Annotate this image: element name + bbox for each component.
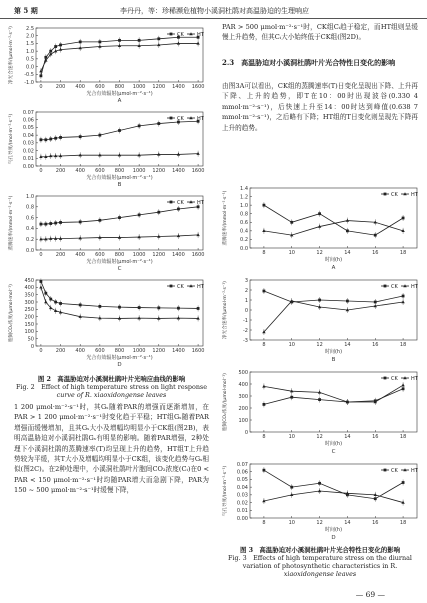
y-tick-label: 0.0	[26, 247, 34, 254]
x-tick-label: 8	[262, 250, 266, 256]
fig2-caption	[14, 375, 209, 399]
data-point-ck	[290, 486, 293, 489]
data-point-ck	[54, 222, 57, 225]
fig2-caption-en2: curve of R. xiaoxidongense leaves	[56, 391, 167, 399]
legend-marker-ck	[384, 469, 387, 472]
legend-label-ht: HT	[411, 375, 418, 382]
x-tick-label: 400	[75, 84, 85, 90]
x-tick-label: 200	[55, 348, 66, 354]
legend-marker-ck	[384, 377, 387, 380]
y-tick-label: -0.5	[24, 72, 34, 79]
y-axis-label: 净光合速率/(μmol·m⁻²·s⁻¹)	[9, 26, 14, 84]
fig3-caption-en2: variation of photosynthetic characteristics in R.	[242, 562, 398, 570]
series-line-ht	[264, 385, 403, 402]
x-tick-label: 1000	[132, 252, 146, 258]
data-point-ck	[44, 223, 47, 226]
y-tick-label: 0.00	[22, 163, 34, 170]
data-point-ck	[118, 129, 121, 132]
data-point-ck	[59, 302, 62, 305]
y-tick-label: 200	[24, 314, 34, 321]
x-tick-label: 18	[399, 434, 407, 440]
y-tick-label: 0	[244, 307, 248, 314]
x-tick-label: 600	[95, 168, 105, 174]
data-point-ck	[374, 301, 377, 304]
data-point-ck	[59, 221, 62, 224]
issue-label: 第 5 期	[14, 6, 38, 15]
legend-label-ht: HT	[197, 31, 204, 38]
y-tick-label: 350	[24, 292, 34, 299]
series-line-ck	[264, 205, 403, 235]
data-point-ht	[39, 286, 42, 289]
data-point-ck	[263, 403, 266, 406]
x-axis-label: 光合有效辐射(μmol·m⁻²·s⁻¹)	[86, 91, 153, 97]
y-tick-label: 500	[238, 369, 248, 376]
data-point-ck	[44, 292, 47, 295]
x-tick-label: 400	[75, 168, 85, 174]
y-axis-label: 净光合速率/(μmol·m⁻²·s⁻¹)	[223, 281, 228, 339]
y-tick-label: 0.04	[236, 484, 248, 491]
x-tick-label: 1600	[191, 168, 205, 174]
x-tick-label: 200	[55, 84, 66, 90]
data-point-ck	[157, 306, 160, 309]
data-point-ck	[98, 305, 101, 308]
data-point-ck	[98, 40, 101, 43]
x-axis-label: 时间(h)	[324, 527, 343, 533]
running-header	[0, 0, 427, 19]
y-tick-label: 1.0	[26, 48, 34, 55]
x-tick-label: 1600	[191, 348, 205, 354]
fig2-chart-b	[6, 106, 211, 188]
fig2-chart-d	[6, 274, 211, 368]
x-tick-label: 800	[114, 252, 125, 258]
fig2-caption-en1: Fig. 2 Effect of high temperature stress on light response	[16, 383, 207, 391]
legend-label-ck: CK	[177, 199, 184, 206]
legend-marker-ck	[384, 285, 387, 288]
data-point-ck	[138, 39, 141, 42]
data-point-ck	[318, 398, 321, 401]
y-tick-label: 0.06	[22, 117, 34, 124]
data-point-ck	[138, 306, 141, 309]
panel-letter: D	[331, 535, 336, 541]
page-number: — 69 —	[355, 590, 385, 599]
x-tick-label: 1200	[152, 252, 166, 258]
x-tick-label: 1600	[191, 84, 205, 90]
legend-marker-ck	[170, 201, 173, 204]
x-tick-label: 600	[95, 252, 105, 258]
data-point-ck	[54, 45, 57, 48]
panel-letter: D	[117, 362, 122, 368]
data-point-ck	[59, 44, 62, 47]
data-point-ck	[290, 396, 293, 399]
y-tick-label: 0.07	[22, 109, 34, 116]
data-point-ck	[98, 219, 101, 222]
legend-label-ck: CK	[391, 375, 398, 382]
x-tick-label: 800	[114, 348, 125, 354]
x-tick-label: 1200	[152, 168, 166, 174]
legend-label-ht: HT	[411, 467, 418, 474]
data-point-ck	[263, 290, 266, 293]
x-tick-label: 1600	[191, 252, 205, 258]
data-point-ck	[118, 306, 121, 309]
x-tick-label: 14	[344, 342, 351, 348]
series-line-ck	[264, 467, 403, 499]
series-line-ck	[264, 291, 403, 302]
x-tick-label: 800	[114, 84, 125, 90]
data-point-ck	[177, 208, 180, 211]
data-point-ck	[157, 37, 160, 40]
x-tick-label: 16	[372, 520, 379, 526]
y-tick-label: -1	[243, 317, 248, 324]
data-point-ck	[118, 39, 121, 42]
data-point-ck	[138, 214, 141, 217]
y-tick-label: 0	[30, 343, 34, 350]
x-tick-label: 16	[372, 342, 379, 348]
panel-letter: A	[331, 265, 336, 271]
x-tick-label: 8	[262, 434, 266, 440]
data-point-ck	[290, 221, 293, 224]
x-tick-label: 18	[399, 342, 407, 348]
y-tick-label: 1.0	[26, 193, 34, 200]
y-tick-label: 50	[27, 336, 34, 343]
y-tick-label: 400	[24, 285, 34, 292]
data-point-ck	[79, 221, 82, 224]
data-point-ck	[79, 40, 82, 43]
x-tick-label: 12	[316, 520, 323, 526]
data-point-ck	[79, 135, 82, 138]
x-tick-label: 14	[344, 434, 351, 440]
y-tick-label: 3	[244, 277, 248, 284]
fig2-chart-c	[6, 190, 211, 272]
x-tick-label: 800	[114, 168, 125, 174]
data-point-ht	[262, 385, 265, 388]
y-tick-label: 0.04	[22, 132, 34, 139]
data-point-ck	[98, 134, 101, 137]
y-tick-label: 250	[24, 307, 34, 314]
data-point-ht	[262, 229, 265, 232]
legend-marker-ck	[170, 285, 173, 288]
x-axis-label: 时间(h)	[324, 441, 343, 447]
panel-letter: B	[117, 182, 122, 188]
x-tick-label: 10	[288, 434, 295, 440]
y-tick-label: 300	[24, 299, 34, 306]
series-line-ck	[264, 389, 403, 405]
data-point-ck	[402, 481, 405, 484]
legend-label-ck: CK	[391, 467, 398, 474]
x-tick-label: 600	[95, 84, 105, 90]
data-point-ht	[401, 300, 404, 303]
x-tick-label: 1200	[152, 84, 166, 90]
x-tick-label: 200	[55, 168, 66, 174]
x-tick-label: 1000	[132, 84, 146, 90]
y-tick-label: 0.2	[26, 237, 34, 243]
y-tick-label: 0.8	[240, 211, 248, 218]
data-point-ck	[40, 280, 43, 283]
y-tick-label: -2	[243, 327, 248, 334]
x-tick-label: 1400	[172, 168, 185, 174]
panel-letter: B	[331, 357, 336, 363]
x-tick-label: 0	[39, 168, 43, 174]
y-axis-label: 蒸腾速率/(mmol·m⁻²·s⁻¹)	[223, 190, 228, 246]
x-axis-label: 光合有效辐射(μmol·m⁻²·s⁻¹)	[86, 175, 153, 181]
y-tick-label: 150	[24, 321, 34, 328]
y-tick-label: -3	[243, 337, 248, 344]
y-tick-label: 0.07	[236, 461, 248, 468]
fig2-chart-a	[6, 22, 211, 104]
x-axis-label: 时间(h)	[324, 349, 343, 355]
data-point-ck	[79, 304, 82, 307]
legend-label-ht: HT	[197, 283, 204, 290]
data-point-ck	[59, 136, 62, 139]
y-axis-label: 胞间CO₂浓度/(μmol·mol⁻¹)	[9, 284, 14, 342]
data-point-ck	[346, 229, 349, 232]
y-tick-label: 0.8	[26, 204, 34, 211]
legend-label-ht: HT	[411, 283, 418, 290]
x-tick-label: 8	[262, 520, 266, 526]
legend-label-ht: HT	[197, 115, 204, 122]
x-tick-label: 1200	[152, 348, 166, 354]
x-tick-label: 0	[39, 252, 43, 258]
x-tick-label: 600	[95, 348, 105, 354]
data-point-ck	[197, 307, 200, 310]
fig3-chart-d	[220, 458, 425, 542]
y-tick-label: 0.05	[236, 477, 248, 484]
legend-label-ck: CK	[177, 31, 184, 38]
y-tick-label: 0.01	[22, 156, 34, 163]
x-tick-label: 18	[399, 520, 407, 526]
fig3-caption-en1: Fig. 3 Effects of high temperature stress on the diurnal	[228, 554, 412, 562]
y-tick-label: 2.5	[26, 25, 34, 32]
panel-letter: A	[117, 98, 122, 104]
data-point-ck	[118, 216, 121, 219]
fig3-caption	[222, 546, 418, 578]
x-tick-label: 1000	[132, 348, 146, 354]
legend-marker-ck	[384, 193, 387, 196]
legend-label-ck: CK	[391, 283, 398, 290]
legend-marker-ck	[170, 33, 173, 36]
x-tick-label: 400	[75, 348, 85, 354]
data-point-ck	[263, 204, 266, 207]
data-point-ck	[138, 124, 141, 127]
x-tick-label: 10	[288, 520, 295, 526]
data-point-ck	[40, 138, 43, 141]
data-point-ck	[49, 298, 52, 301]
x-tick-label: 18	[399, 250, 407, 256]
x-axis-label: 光合有效辐射(μmol·m⁻²·s⁻¹)	[86, 355, 153, 361]
y-axis-label: 气孔导度/(mol·m⁻²·s⁻¹)	[223, 465, 228, 517]
data-point-ck	[49, 222, 52, 225]
y-tick-label: 0.2	[240, 237, 248, 244]
x-tick-label: 14	[344, 520, 351, 526]
y-tick-label: 0.02	[236, 500, 248, 507]
data-point-ck	[346, 300, 349, 303]
x-tick-label: 0	[39, 84, 43, 90]
x-axis-label: 时间(h)	[324, 257, 343, 263]
y-tick-label: 0.6	[240, 220, 248, 227]
data-point-ck	[402, 217, 405, 220]
legend-label-ht: HT	[197, 199, 204, 206]
y-tick-label: 0.03	[236, 492, 248, 499]
y-tick-label: 2	[244, 287, 248, 294]
y-tick-label: 0.06	[236, 469, 248, 476]
x-tick-label: 1400	[172, 84, 185, 90]
y-tick-label: 0.0	[26, 64, 34, 71]
y-tick-label: 0	[244, 429, 248, 436]
x-tick-label: 8	[262, 342, 266, 348]
y-tick-label: -1.0	[24, 79, 34, 86]
x-tick-label: 10	[288, 342, 295, 348]
series-line-ht	[264, 301, 403, 332]
y-axis-label: 气孔导度/(mol·m⁻²·s⁻¹)	[9, 113, 14, 165]
x-tick-label: 16	[372, 434, 379, 440]
data-point-ck	[263, 469, 266, 472]
x-tick-label: 1400	[172, 252, 185, 258]
data-point-ck	[177, 307, 180, 310]
y-tick-label: 1.2	[240, 194, 248, 201]
y-axis-label: 蒸腾速率/(mmol·m⁻²·s⁻¹)	[9, 195, 14, 251]
data-point-ck	[197, 205, 200, 208]
data-point-ck	[157, 122, 160, 125]
x-axis-label: 光合有效辐射(μmol·m⁻²·s⁻¹)	[86, 259, 153, 265]
data-point-ck	[54, 301, 57, 304]
series-line-ht	[264, 221, 403, 236]
data-point-ck	[40, 74, 43, 77]
data-point-ht	[401, 383, 404, 386]
y-tick-label: 400	[238, 381, 248, 388]
series-line-ht	[41, 287, 198, 318]
series-line-ht	[264, 491, 403, 503]
data-point-ck	[40, 223, 43, 226]
y-tick-label: 1.4	[240, 185, 248, 192]
y-tick-label: 100	[238, 417, 248, 424]
fig3-chart-a	[220, 182, 425, 272]
y-axis-label: 胞间CO₂浓度/(μmol·mol⁻¹)	[223, 373, 228, 431]
y-tick-label: 0.0	[240, 245, 248, 252]
fig3-caption-en3: xiaoxidongense leaves	[283, 570, 357, 578]
x-tick-label: 200	[55, 252, 66, 258]
y-tick-label: 1	[244, 297, 248, 304]
data-point-ck	[318, 299, 321, 302]
y-tick-label: 0.6	[26, 215, 34, 222]
x-tick-label: 10	[288, 250, 295, 256]
legend-label-ht: HT	[411, 191, 418, 198]
right-body-text: 由图3A可以看出，CK组的蒸腾速率(T)日变化呈现出下降、上升再下降、上升的趋势，即T在10：00时出现波谷(0.330 4 mmol·m⁻²·s⁻¹)，后快速上升至14：00时达到峰值(0.638 7 mmol·m⁻²·s⁻¹)，之后略有下降；HT组的T日变化则呈现先下降再上升的趋势。	[222, 82, 418, 132]
y-tick-label: 300	[238, 393, 248, 400]
data-point-ck	[54, 137, 57, 140]
y-tick-label: 1.0	[240, 202, 248, 209]
y-tick-label: 0.5	[26, 56, 34, 63]
data-point-ht	[44, 300, 47, 303]
y-tick-label: 0.05	[22, 125, 34, 132]
x-tick-label: 14	[344, 250, 351, 256]
data-point-ck	[49, 138, 52, 141]
y-tick-label: 2.0	[26, 33, 34, 40]
legend-marker-ck	[170, 117, 173, 120]
panel-letter: C	[331, 449, 336, 455]
legend-label-ck: CK	[177, 115, 184, 122]
data-point-ck	[318, 212, 321, 215]
fig2-caption-cn: 图 2 高温胁迫对小溪洞杜鹃叶片光响应曲线的影响	[37, 375, 186, 383]
legend-label-ck: CK	[177, 283, 184, 290]
y-tick-label: 0.02	[22, 148, 34, 155]
fig3-chart-b	[220, 274, 425, 364]
x-tick-label: 12	[316, 342, 323, 348]
data-point-ck	[44, 138, 47, 141]
data-point-ck	[157, 211, 160, 214]
running-title: 李丹丹，等：珍稀濒危植物小溪洞杜鹃对高温胁迫的生理响应	[120, 7, 309, 15]
section-heading: 2.3 高温胁迫对小溪洞杜鹃叶片光合特性日变化的影响	[222, 58, 396, 67]
y-tick-label: 450	[24, 277, 34, 284]
x-tick-label: 1400	[172, 348, 185, 354]
right-top-text: PAR > 500 μmol·m⁻²·s⁻¹时，CK组Cᵢ趋于稳定，而HT组则呈缓慢上升趋势，但其Cᵢ大小始终低于CK组(图2D)。	[222, 23, 418, 42]
y-tick-label: 200	[238, 405, 248, 412]
y-tick-label: 0.4	[26, 226, 34, 233]
x-tick-label: 1000	[132, 168, 146, 174]
data-point-ck	[318, 482, 321, 485]
y-tick-label: 0.03	[22, 140, 34, 147]
fig3-caption-cn: 图 3 高温胁迫对小溪洞杜鹃叶片光合特性日变化的影响	[239, 546, 401, 554]
legend-label-ck: CK	[391, 191, 398, 198]
x-tick-label: 400	[75, 252, 85, 258]
data-point-ck	[402, 295, 405, 298]
y-tick-label: 0.01	[236, 508, 248, 515]
left-body-text: 1 200 μmol·m⁻²·s⁻¹时，其Gₛ随着PAR的增强而逐渐增加，在PAR > 1 200 μmol·m⁻²·s⁻¹时变化趋于平稳；HT组Gₛ随着PAR增强而缓慢增加，且其Gₛ大小及增幅均明显小于CK组(图2B)，表明高温胁迫对小溪洞杜鹃Gₛ有明显的影响。随着PAR增强，2种处理下小溪洞杜鹃的蒸腾速率(T)均呈现上升的趋势，HT组T上升趋势较为平缓，其T大小及增幅均明显小于CK组，该变化趋势与Gₛ相似(图2C)。在2种处理中，小溪洞杜鹃叶片胞间CO₂浓度(Cᵢ)在0 < PAR < 150 μmol·m⁻²·s⁻¹时均随PAR增大而急剧下降，PAR为150 ~ 500 μmol·m⁻²·s⁻¹时缓慢下降，	[14, 403, 209, 495]
x-tick-label: 0	[39, 348, 43, 354]
y-tick-label: 100	[24, 329, 34, 336]
fig3-chart-c	[220, 366, 425, 456]
y-tick-label: 0.4	[240, 228, 248, 235]
x-tick-label: 12	[316, 434, 323, 440]
y-tick-label: 1.5	[26, 41, 34, 48]
y-tick-label: 0.00	[236, 515, 248, 522]
x-tick-label: 16	[372, 250, 379, 256]
data-point-ck	[374, 234, 377, 237]
x-tick-label: 12	[316, 250, 323, 256]
panel-letter: C	[117, 266, 122, 272]
